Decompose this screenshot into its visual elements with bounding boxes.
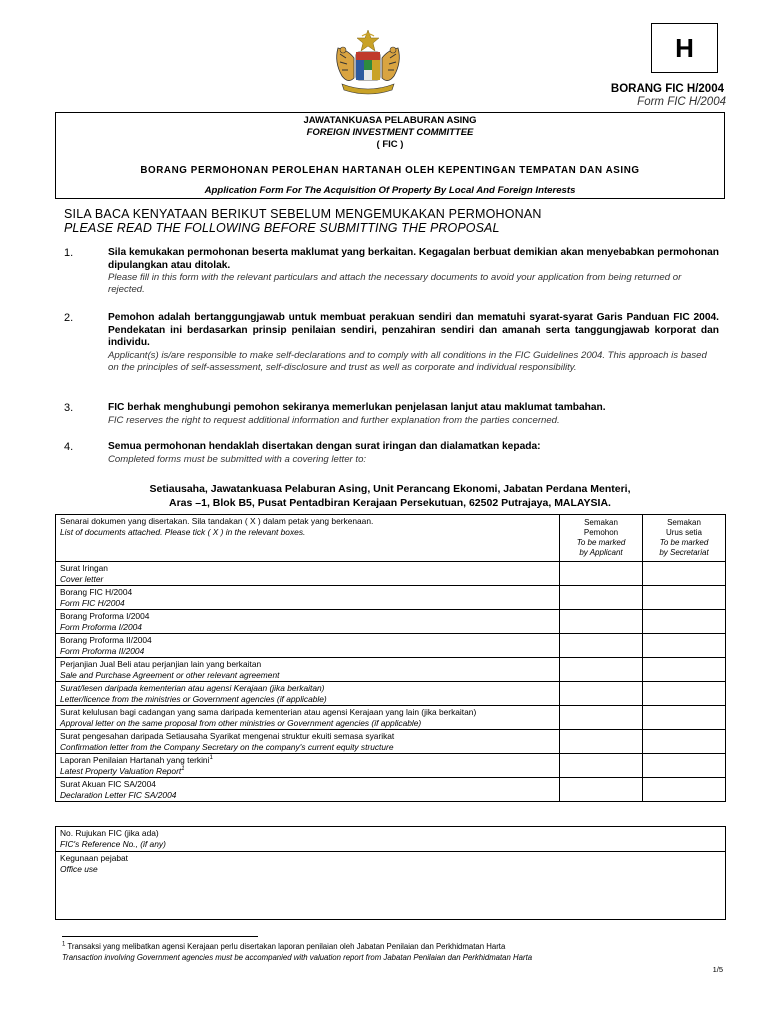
- malaysia-coat-of-arms-icon: [332, 28, 404, 98]
- applicant-checkbox[interactable]: [560, 586, 643, 610]
- applicant-check-column-header: [560, 515, 643, 562]
- doc-en: Form FIC H/2004: [60, 597, 125, 608]
- item-text-ms: FIC berhak menghubungi pemohon sekiranya memerlukan penjelasan lanjut atau maklumat tambahan.: [108, 402, 606, 413]
- item-text-en: FIC reserves the right to request additional information and further explanation from the parties concerned.: [108, 414, 560, 426]
- doc-ms: Surat kelulusan bagi cadangan yang sama daripada kementerian atau agensi Kerajaan yang lain (jika berkaitan): [60, 707, 477, 717]
- secretariat-checkbox[interactable]: [643, 634, 726, 658]
- item-number: 4.: [64, 441, 74, 453]
- col-label: Semakan: [584, 518, 618, 527]
- document-checklist-table: [55, 514, 726, 802]
- office-use-table: [55, 826, 726, 920]
- document-label: [56, 562, 560, 586]
- secretariat-checkbox[interactable]: [643, 682, 726, 706]
- footnote-text-ms: Transaksi yang melibatkan agensi Kerajaan perlu disertakan laporan penilaian oleh Jabatan Penilaian dan Perkhidmatan Harta: [67, 942, 506, 951]
- doc-ms: Borang Proforma II/2004: [60, 635, 152, 645]
- table-row: [56, 586, 726, 610]
- doc-ms: Surat Akuan FIC SA/2004: [60, 779, 156, 789]
- doc-en: Latest Property Valuation Report: [60, 765, 182, 776]
- office-label-en: Office use: [60, 863, 98, 874]
- doc-ms: Surat/lesen daripada kementerian atau agensi Kerajaan (jika berkaitan): [60, 683, 325, 693]
- item-text-en: Applicant(s) is/are responsible to make self-declarations and to comply with all conditions in the FIC Guidelines 2004. This approach is based on the principles of self-assessment, self-disclosure and trust as well as corporate and individual responsibility.: [108, 349, 707, 373]
- checklist-intro-ms: Senarai dokumen yang disertakan. Sila tandakan ( X ) dalam petak yang berkenaan.: [60, 516, 374, 526]
- document-label: [56, 706, 560, 730]
- doc-en: Declaration Letter FIC SA/2004: [60, 789, 177, 800]
- committee-name-en: FOREIGN INVESTMENT COMMITTEE: [306, 127, 474, 138]
- form-header-box: [55, 112, 725, 199]
- checklist-intro-en: List of documents attached. Please tick ( X ) in the relevant boxes.: [60, 526, 306, 537]
- table-row: [56, 730, 726, 754]
- doc-en: Sale and Purchase Agreement or other relevant agreement: [60, 669, 280, 680]
- doc-en: Cover letter: [60, 573, 104, 584]
- footnote-mark: 1: [181, 765, 185, 772]
- footnote-mark: 1: [209, 755, 213, 762]
- document-label: [56, 778, 560, 802]
- address-line-1: Setiausaha, Jawatankuasa Pelaburan Asing, Unit Perancang Ekonomi, Jabatan Perdana Menteri,: [149, 483, 631, 495]
- col-label: Pemohon: [583, 528, 619, 537]
- borang-subtitle: Form FIC H/2004: [637, 96, 726, 108]
- committee-name-ms: JAWATANKUASA PELABURAN ASING: [303, 115, 477, 126]
- page-number: 1/5: [712, 965, 723, 974]
- col-label: Urus setia: [665, 528, 702, 537]
- instruction-item: [64, 247, 719, 296]
- applicant-checkbox[interactable]: [560, 658, 643, 682]
- document-label: [56, 610, 560, 634]
- committee-abbr: ( FIC ): [376, 139, 404, 150]
- footnote-divider: [62, 936, 258, 937]
- form-letter-box: H: [651, 23, 718, 73]
- applicant-checkbox[interactable]: [560, 730, 643, 754]
- footnote-mark: 1: [62, 941, 66, 948]
- notice-heading-ms: SILA BACA KENYATAAN BERIKUT SEBELUM MENGEMUKAKAN PERMOHONAN: [64, 207, 542, 221]
- table-row: [56, 610, 726, 634]
- doc-en: Confirmation letter from the Company Secretary on the company's current equity structure: [60, 741, 394, 752]
- doc-en: Form Proforma I/2004: [60, 621, 142, 632]
- table-row: [56, 634, 726, 658]
- item-number: 1.: [64, 247, 74, 259]
- item-text-en: Completed forms must be submitted with a covering letter to:: [108, 453, 367, 465]
- document-label: [56, 754, 560, 778]
- ref-label-ms: No. Rujukan FIC (jika ada): [60, 828, 159, 838]
- instruction-item: [64, 441, 719, 466]
- applicant-checkbox[interactable]: [560, 778, 643, 802]
- document-label: [56, 682, 560, 706]
- col-label: To be marked: [576, 538, 626, 547]
- footnote-en: Transaction involving Government agencies must be accompanied with valuation report from Jabatan Penilaian dan Perkhidmatan Harta: [62, 953, 533, 962]
- secretariat-check-column-header: [643, 515, 726, 562]
- applicant-checkbox[interactable]: [560, 754, 643, 778]
- table-header-row: [56, 515, 726, 562]
- doc-en-wrap: [60, 766, 555, 777]
- table-row: [56, 682, 726, 706]
- doc-ms: Perjanjian Jual Beli atau perjanjian lain yang berkaitan: [60, 659, 262, 669]
- item-text-ms: Pemohon adalah bertanggungjawab untuk membuat perakuan sendiri dan mematuhi syarat-syarat Garis Panduan FIC 2004. Pendekatan ini berdasarkan prinsip penilaian sendiri, penzahiran sendiri dan amanah serta tanggungjawab korporat dan individu.: [108, 312, 719, 348]
- item-text-ms: Semua permohonan hendaklah disertakan dengan surat iringan dan dialamatkan kepada:: [108, 441, 541, 452]
- office-use-field[interactable]: [56, 852, 726, 920]
- form-name-en: Application Form For The Acquisition Of Property By Local And Foreign Interests: [204, 185, 576, 196]
- doc-ms: Borang FIC H/2004: [60, 587, 133, 597]
- secretariat-checkbox[interactable]: [643, 586, 726, 610]
- applicant-checkbox[interactable]: [560, 682, 643, 706]
- borang-title: BORANG FIC H/2004: [610, 83, 724, 95]
- secretariat-checkbox[interactable]: [643, 706, 726, 730]
- item-number: 2.: [64, 312, 74, 324]
- instruction-item: [64, 402, 719, 427]
- applicant-checkbox[interactable]: [560, 634, 643, 658]
- col-label: To be marked: [659, 538, 709, 547]
- secretariat-checkbox[interactable]: [643, 562, 726, 586]
- table-row: [56, 706, 726, 730]
- applicant-checkbox[interactable]: [560, 706, 643, 730]
- footnote-ms: [62, 942, 505, 951]
- reference-row: [56, 827, 726, 852]
- col-label: Semakan: [667, 518, 701, 527]
- item-text-ms: Sila kemukakan permohonan beserta maklumat yang berkaitan. Kegagalan berbuat demikian akan menyebabkan permohonan dipulangkan atau ditolak.: [108, 247, 719, 271]
- secretariat-checkbox[interactable]: [643, 610, 726, 634]
- doc-en: Approval letter on the same proposal from other ministries or Government agencies (if applicable): [60, 717, 422, 728]
- col-label: by Secretariat: [659, 548, 709, 557]
- doc-ms: Laporan Penilaian Hartanah yang terkini: [60, 755, 210, 765]
- doc-ms: Surat pengesahan daripada Setiausaha Syarikat mengenai struktur ekuiti semasa syarikat: [60, 731, 395, 741]
- doc-en: Form Proforma II/2004: [60, 645, 145, 656]
- secretariat-checkbox[interactable]: [643, 754, 726, 778]
- col-label: by Applicant: [579, 548, 623, 557]
- secretariat-checkbox[interactable]: [643, 730, 726, 754]
- instruction-item: [64, 312, 719, 374]
- table-row: [56, 754, 726, 778]
- item-number: 3.: [64, 402, 74, 414]
- table-row: [56, 658, 726, 682]
- doc-ms: Surat Iringan: [60, 563, 108, 573]
- applicant-checkbox[interactable]: [560, 610, 643, 634]
- applicant-checkbox[interactable]: [560, 562, 643, 586]
- doc-en: Letter/licence from the ministries or Government agencies (if applicable): [60, 693, 327, 704]
- table-row: [56, 562, 726, 586]
- notice-heading-en: PLEASE READ THE FOLLOWING BEFORE SUBMITTING THE PROPOSAL: [64, 221, 500, 235]
- doc-ms: Borang Proforma I/2004: [60, 611, 150, 621]
- form-name-ms: BORANG PERMOHONAN PEROLEHAN HARTANAH OLEH KEPENTINGAN TEMPATAN DAN ASING: [140, 165, 640, 176]
- document-label: [56, 634, 560, 658]
- document-label: [56, 730, 560, 754]
- secretariat-checkbox[interactable]: [643, 778, 726, 802]
- document-label: [56, 658, 560, 682]
- secretariat-checkbox[interactable]: [643, 658, 726, 682]
- table-row: [56, 778, 726, 802]
- address-line-2: Aras –1, Blok B5, Pusat Pentadbiran Kerajaan Persekutuan, 62502 Putrajaya, MALAYSIA.: [169, 497, 611, 509]
- checklist-intro: [56, 515, 560, 562]
- document-label: [56, 586, 560, 610]
- submission-address: [55, 482, 725, 510]
- office-use-row: [56, 852, 726, 920]
- office-label-ms: Kegunaan pejabat: [60, 853, 128, 863]
- ref-label-en: FIC's Reference No., (if any): [60, 838, 166, 849]
- fic-reference-field[interactable]: [56, 827, 726, 852]
- item-text-en: Please fill in this form with the relevant particulars and attach the necessary documents to avoid your application from being returned or rejected.: [108, 272, 682, 295]
